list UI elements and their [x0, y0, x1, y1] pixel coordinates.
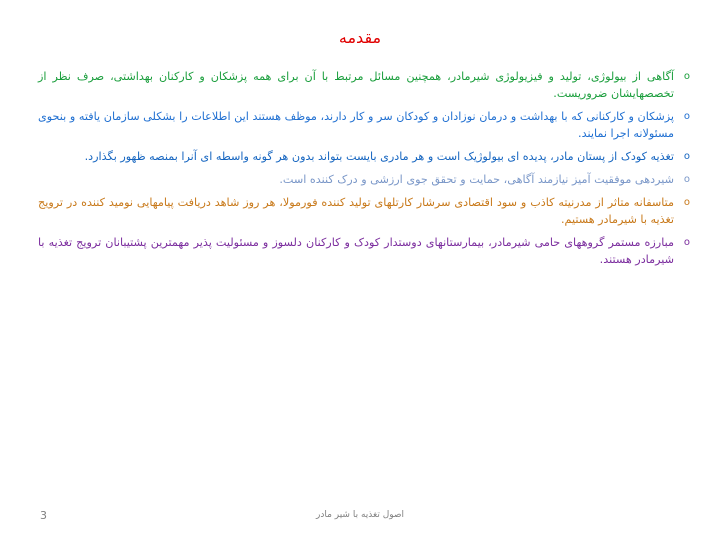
bullet-circle-icon: o: [683, 151, 690, 162]
page-number: 3: [40, 509, 47, 522]
bullet-item: [38, 234, 690, 268]
bullet-list: [38, 68, 690, 274]
bullet-text: متاسفانه متاثر از مدرنیته کاذب و سود اقتصادی سرشار کارتلهای تولید کننده فورمولا، هر روز شاهد دریافت پیامهایی نومید کننده در ترویج تغذیه با شیرمادر هستیم.: [38, 196, 674, 226]
bullet-text: پزشکان و کارکنانی که با بهداشت و درمان نوزادان و کودکان سر و کار دارند، موظف هستند این اطلاعات را بشکلی سازمان یافته و بنحوی مسئولانه اجرا نمایند.: [38, 110, 674, 140]
bullet-text: آگاهی از بیولوژی، تولید و فیزیولوژی شیرمادر، همچنین مسائل مرتبط با آن برای همه پزشکان و کارکنان بهداشتی، صرف نظر از تخصصهایشان ضروریست.: [38, 70, 674, 100]
bullet-item: [38, 108, 690, 142]
bullet-circle-icon: o: [683, 197, 690, 208]
bullet-item: [38, 194, 690, 228]
bullet-text: شیردهی موفقیت آمیز نیازمند آگاهی، حمایت و تحقق جوی ارزشی و درک کننده است.: [279, 173, 674, 186]
bullet-text: تغذیه کودک از پستان مادر، پدیده ای بیولوژیک است و هر مادری بایست بتواند بدون هر گونه واسطه ای آنرا بمنصه ظهور بگذارد.: [84, 150, 674, 163]
bullet-item: [38, 68, 690, 102]
bullet-item: [38, 171, 690, 188]
bullet-circle-icon: o: [683, 174, 690, 185]
bullet-circle-icon: o: [683, 111, 690, 122]
footer-title: اصول تغذیه با شیر مادر: [315, 510, 405, 520]
bullet-circle-icon: o: [683, 71, 690, 82]
bullet-item: [38, 148, 690, 165]
bullet-circle-icon: o: [683, 237, 690, 248]
slide-title: مقدمه: [338, 28, 382, 47]
bullet-text: مبارزه مستمر گروههای حامی شیرمادر، بیمارستانهای دوستدار کودک و کارکنان دلسوز و مسئولیت پذیر مهمترین پشتیبانان ترویج تغذیه با شیرمادر هستند.: [38, 236, 674, 266]
